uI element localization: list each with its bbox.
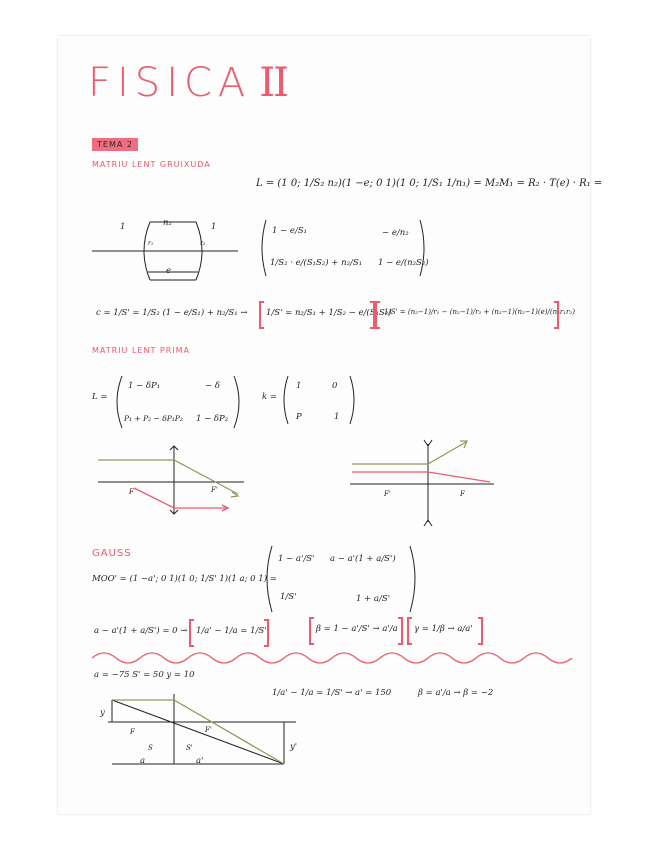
gauss-matrix-a: 1 − a'/S' — [278, 554, 315, 564]
diagram-f-label: F — [130, 728, 135, 736]
c-equation: c = 1/S' = 1/S₂ (1 − e/S₁) + n₂/S₁ → — [96, 308, 248, 318]
prima-k-d: 1 — [334, 412, 340, 422]
gruixuda-matrix-a: 1 − e/S₁ — [272, 226, 308, 236]
prima-L-bracket-right — [234, 376, 239, 428]
section-gauss: GAUSS — [92, 548, 132, 559]
converging-f-label: F — [129, 488, 134, 496]
prima-L-bracket-left — [117, 376, 122, 428]
result-box-2: 1/S' = (n₂−1)/r₁ − (n₂−1)/r₂ + (n₂−1)(n₂−1)(e)/(n₂r₁r₂) — [384, 308, 575, 316]
box3-left-bracket — [190, 620, 194, 646]
chief-ray — [112, 700, 284, 764]
diverging-pink-ray — [352, 472, 490, 482]
diverging-fprime-label: F' — [384, 490, 391, 498]
title-roman: II — [259, 60, 287, 106]
prima-L-label: L = — [92, 392, 108, 402]
prima-L-c: P₁ + P₂ − δP₁P₂ — [124, 414, 183, 423]
result-box-1: 1/S' = n₂/S₁ + 1/S₂ − e/(S₁S₂) — [266, 308, 392, 318]
solve-a-prime: 1/a' − 1/a = 1/S' → a' = 150 — [272, 688, 392, 698]
prima-L-d: 1 − δP₂ — [196, 414, 229, 424]
section-matriu-gruixuda: MATRIU LENT GRUIXUDA — [92, 160, 211, 169]
solve-beta: β = a'/a → β = −2 — [418, 688, 494, 698]
prima-L-a: 1 − δP₁ — [128, 381, 161, 391]
gruixuda-matrix-c: 1/S₂ · e/(S₁S₂) + n₂/S₁ — [270, 258, 363, 268]
gruixuda-bracket-left — [262, 220, 266, 276]
box5-left-bracket — [408, 618, 412, 644]
converging-fprime-label: F' — [211, 486, 218, 494]
gruixuda-bracket-right — [420, 220, 424, 276]
lens-medium-right: 1 — [211, 222, 217, 232]
diagram-a-label: a — [140, 756, 146, 766]
lens-n2-label: n₂ — [163, 218, 172, 228]
gauss-matrix-b: a − a'(1 + a/S') — [330, 554, 396, 564]
box3-right-bracket — [264, 620, 268, 646]
box2-right-bracket — [554, 302, 558, 328]
box1-right-bracket — [370, 302, 374, 328]
prima-k-label: k = — [262, 392, 277, 402]
lens-thickness-label: e — [166, 266, 172, 276]
diagram-yprime-label: y' — [290, 742, 298, 752]
lens-medium-left: 1 — [120, 222, 126, 232]
diverging-arrow-bottom — [424, 520, 432, 526]
diagram-y-label: y — [100, 708, 105, 718]
gruixuda-L-equation: L = (1 0; 1/S₂ n₂)(1 −e; 0 1)(1 0; 1/S₁ 1/n₁) = M₂M₁ = R₂ · T(e) · R₁ = — [256, 178, 603, 189]
diagram-fprime-label: F' — [205, 726, 212, 734]
box4-right-bracket — [398, 618, 402, 644]
gauss-bracket-right — [410, 546, 415, 612]
prima-k-bracket-right — [350, 376, 354, 424]
diagram-aprime-label: a' — [196, 756, 204, 766]
gauss-bracket-left — [267, 546, 272, 612]
gauss-matrix-d: 1 + a/S' — [356, 594, 391, 604]
diverging-arrow-top — [424, 440, 432, 446]
box4-left-bracket — [310, 618, 314, 644]
converging-olive-ray — [98, 460, 238, 494]
prima-k-c: P — [296, 412, 302, 422]
prima-k-a: 1 — [296, 381, 302, 391]
lens-r1-label: r₁ — [148, 240, 154, 247]
gauss-condition-equation: a − a'(1 + a/S') = 0 → — [94, 626, 188, 636]
gauss-matrix-c: 1/S' — [280, 592, 297, 602]
diagram-s-label: S — [148, 744, 153, 752]
box1-left-bracket — [260, 302, 264, 328]
result-box-3: 1/a' − 1/a = 1/S' — [196, 626, 267, 636]
lens-r2-label: r₂ — [200, 240, 206, 247]
gauss-moo-equation: MOO' = (1 −a'; 0 1)(1 0; 1/S' 1)(1 a; 0 1) = — [92, 574, 277, 584]
prima-k-bracket-left — [284, 376, 288, 424]
box2-left-bracket — [376, 302, 380, 328]
converging-pink-ray — [134, 488, 226, 508]
prima-L-b: − δ — [205, 381, 220, 391]
tema-tag: TEMA 2 — [92, 138, 138, 151]
diverging-olive-ray — [352, 442, 466, 464]
given-values: a = −75 S' = 50 y = 10 — [94, 670, 195, 680]
wavy-divider — [92, 653, 572, 663]
diverging-f-label: F — [460, 490, 465, 498]
prima-k-b: 0 — [332, 381, 338, 391]
gruixuda-matrix-d: 1 − e/(n₂S₂) — [378, 258, 429, 268]
section-matriu-prima: MATRIU LENT PRIMA — [92, 346, 190, 355]
result-box-4: β = 1 − a'/S' → a'/a — [316, 624, 398, 634]
title-main: FISICA — [88, 60, 252, 106]
gruixuda-matrix-b: − e/n₂ — [382, 228, 409, 238]
result-box-5: γ = 1/β → a/a' — [414, 624, 473, 634]
diagram-sprime-label: S' — [186, 744, 193, 752]
box5-right-bracket — [478, 618, 482, 644]
